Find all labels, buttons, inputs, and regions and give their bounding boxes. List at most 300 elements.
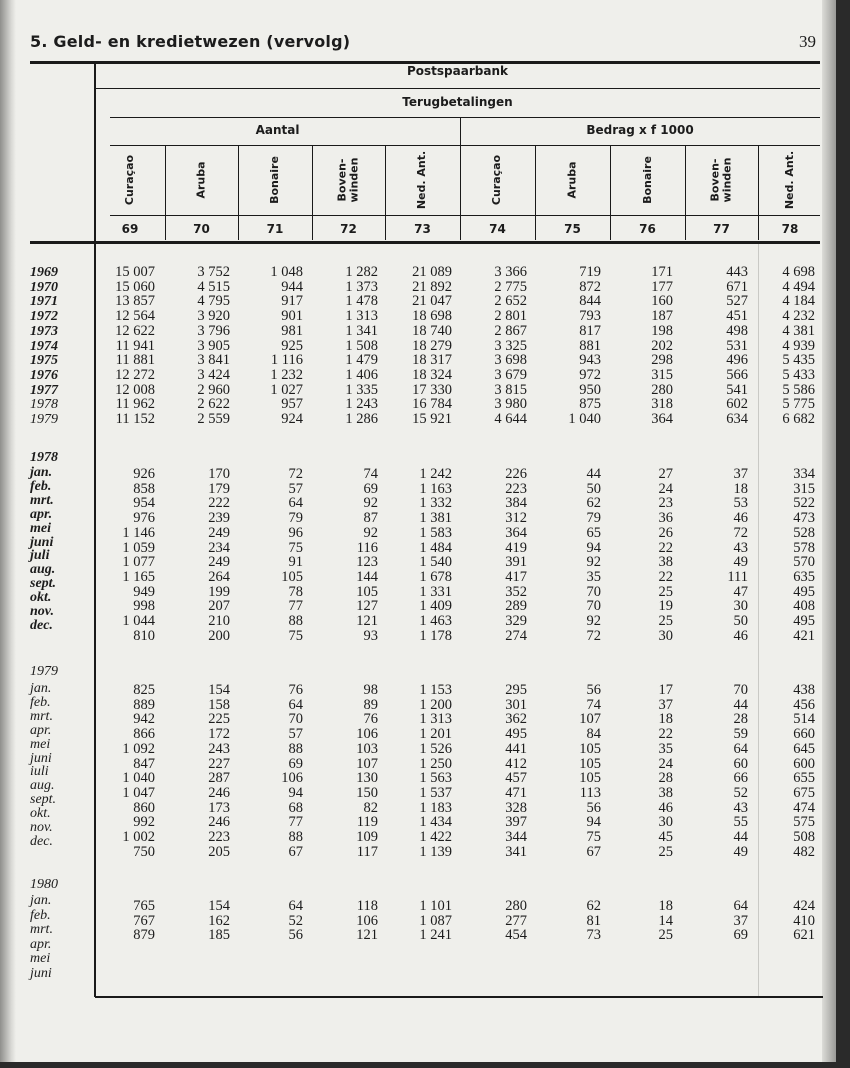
table-cell: 106	[356, 726, 378, 743]
table-cell: 76	[288, 682, 303, 698]
row-label: 1979	[30, 412, 58, 427]
table-cell: 1 241	[419, 927, 452, 944]
table-cell: 57	[288, 480, 303, 497]
table-cell: 362	[505, 711, 527, 728]
row-label: 1977	[30, 382, 58, 398]
table-cell: 1 434	[419, 814, 452, 831]
table-cell: 35	[586, 568, 601, 585]
table-cell: 117	[356, 843, 378, 860]
table-cell: 28	[733, 711, 748, 728]
table-cell: 635	[793, 568, 815, 585]
table-cell: 46	[733, 510, 748, 527]
table-cell: 70	[586, 598, 601, 615]
table-cell: 94	[586, 814, 601, 831]
table-cell: 860	[133, 799, 155, 816]
page-title: 5. Geld- en kredietwezen (vervolg)	[30, 32, 351, 51]
table-cell: 130	[356, 770, 378, 787]
table-cell: 92	[586, 554, 601, 571]
column-number: 76	[639, 222, 656, 236]
table-cell: 872	[579, 278, 601, 295]
table-cell: 72	[733, 524, 748, 541]
table-cell: 4 232	[782, 308, 815, 325]
table-cell: 234	[208, 539, 230, 556]
table-cell: 645	[793, 740, 815, 757]
row-label: 1979	[30, 664, 58, 679]
table-cell: 280	[651, 381, 673, 398]
row-label: juni	[30, 534, 54, 550]
table-cell: 277	[505, 912, 527, 929]
table-cell: 44	[733, 829, 748, 845]
table-cell: 22	[658, 539, 673, 556]
table-cell: 55	[733, 814, 748, 831]
table-cell: 198	[651, 322, 673, 339]
table-cell: 1 479	[345, 352, 378, 369]
table-cell: 70	[733, 682, 748, 698]
table-cell: 154	[208, 682, 230, 698]
table-cell: 158	[208, 696, 230, 713]
table-cell: 25	[658, 843, 673, 860]
table-cell: 879	[133, 927, 155, 944]
table-cell: 329	[505, 613, 527, 629]
table-cell: 116	[356, 539, 378, 556]
table-cell: 23	[658, 495, 673, 512]
table-cell: 72	[586, 627, 601, 644]
table-cell: 1 463	[419, 613, 452, 629]
table-cell: 37	[733, 466, 748, 482]
row-label: jan.	[30, 465, 53, 480]
row-label: 1978	[30, 450, 58, 465]
table-cell: 1 077	[122, 554, 155, 571]
table-cell: 81	[586, 912, 601, 929]
table-cell: 1 059	[122, 539, 155, 556]
table-cell: 1 040	[122, 770, 155, 787]
row-label: mrt.	[30, 708, 53, 724]
column-header	[95, 145, 165, 215]
row-label: mrt.	[30, 492, 54, 508]
table-cell: 18 317	[412, 352, 452, 369]
table-cell: 328	[505, 799, 527, 816]
row-label: juni	[30, 750, 52, 766]
table-cell: 495	[505, 726, 527, 743]
table-cell: 1 200	[419, 696, 452, 713]
table-cell: 37	[733, 912, 748, 929]
column-number: 78	[781, 222, 799, 236]
table-cell: 200	[208, 627, 230, 644]
table-cell: 67	[288, 843, 303, 860]
table-cell: 981	[281, 322, 303, 339]
table-cell: 1 331	[419, 583, 452, 600]
table-cell: 424	[793, 898, 815, 914]
table-cell: 15 921	[412, 411, 452, 427]
table-cell: 660	[793, 726, 815, 743]
table-cell: 72	[288, 466, 303, 482]
table-cell: 1 341	[345, 322, 378, 339]
table-cell: 410	[793, 912, 815, 929]
row-label: 1971	[30, 294, 58, 310]
table-cell: 315	[793, 480, 815, 497]
column-number: 74	[489, 222, 506, 236]
table-cell: 514	[793, 711, 815, 728]
table-cell: 917	[281, 293, 303, 310]
table-cell: 527	[726, 293, 748, 310]
table-cell: 106	[356, 912, 378, 929]
column-number: 71	[266, 222, 284, 236]
table-cell: 109	[356, 829, 378, 845]
table-cell: 1 101	[419, 898, 452, 914]
table-cell: 53	[733, 495, 748, 512]
table-cell: 1 139	[419, 843, 452, 860]
table-cell: 1 027	[270, 381, 303, 398]
table-cell: 1 332	[419, 495, 452, 512]
row-label: jan.	[30, 681, 52, 696]
table-cell: 45	[658, 829, 673, 845]
table-cell: 1 146	[122, 524, 155, 541]
table-cell: 4 939	[782, 337, 815, 354]
row-label: feb.	[30, 907, 51, 923]
table-cell: 528	[793, 524, 815, 541]
row-label: mei	[30, 951, 51, 967]
table-cell: 103	[356, 740, 378, 757]
row-label: 1970	[30, 279, 58, 295]
table-cell: 417	[505, 568, 527, 585]
table-cell: 1 678	[419, 568, 452, 585]
table-cell: 1 537	[419, 784, 452, 801]
table-cell: 172	[208, 726, 230, 743]
table-cell: 408	[793, 598, 815, 615]
column-header-label: Aruba	[194, 161, 208, 199]
table-cell: 456	[793, 696, 815, 713]
table-cell: 179	[208, 480, 230, 497]
table-cell: 1 165	[122, 568, 155, 585]
table-cell: 60	[733, 755, 748, 772]
table-cell: 162	[208, 912, 230, 929]
table-cell: 35	[658, 740, 673, 757]
table-cell: 280	[505, 898, 527, 914]
table-cell: 522	[793, 495, 815, 512]
table-cell: 3 698	[494, 352, 527, 369]
table-cell: 2 559	[197, 411, 230, 427]
table-cell: 150	[356, 784, 378, 801]
table-cell: 942	[133, 711, 155, 728]
table-cell: 344	[505, 829, 527, 845]
column-header	[238, 145, 312, 215]
table-cell: 3 752	[197, 264, 230, 280]
table-cell: 765	[133, 898, 155, 914]
header-bottom-thick-rule	[30, 241, 820, 244]
table-cell: 239	[208, 510, 230, 527]
table-cell: 105	[579, 740, 601, 757]
table-cell: 50	[586, 480, 601, 497]
row-label: sept.	[30, 576, 57, 592]
column-header	[685, 145, 758, 215]
table-cell: 957	[281, 396, 303, 413]
table-cell: 73	[586, 927, 601, 944]
table-cell: 944	[281, 278, 303, 295]
table-cell: 18	[658, 898, 673, 914]
table-cell: 25	[658, 583, 673, 600]
table-cell: 38	[658, 784, 673, 801]
table-cell: 474	[793, 799, 815, 816]
table-cell: 11 152	[115, 411, 155, 427]
table-cell: 5 433	[782, 366, 815, 383]
table-cell: 1 540	[419, 554, 452, 571]
table-cell: 56	[586, 682, 601, 698]
table-cell: 1 243	[345, 396, 378, 413]
table-cell: 318	[651, 396, 673, 413]
table-cell: 19	[658, 598, 673, 615]
section-header-aantal: Aantal	[255, 123, 300, 137]
column-number: 72	[340, 222, 357, 236]
table-cell: 91	[288, 554, 303, 571]
table-cell: 541	[726, 381, 748, 398]
table-cell: 443	[726, 264, 748, 280]
table-cell: 107	[356, 755, 378, 772]
table-cell: 3 815	[494, 381, 527, 398]
table-cell: 207	[208, 598, 230, 615]
row-label: apr.	[30, 506, 53, 522]
table-cell: 46	[658, 799, 673, 816]
table-cell: 1 183	[419, 799, 452, 816]
table-cell: 84	[586, 726, 601, 743]
table-cell: 298	[651, 352, 673, 369]
table-cell: 105	[281, 568, 303, 585]
table-cell: 352	[505, 583, 527, 600]
table-cell: 49	[733, 843, 748, 860]
row-label: 1976	[30, 367, 58, 383]
table-cell: 249	[208, 524, 230, 541]
table-cell: 93	[363, 627, 378, 644]
table-cell: 62	[586, 495, 601, 512]
table-cell: 75	[288, 539, 303, 556]
table-cell: 69	[733, 927, 748, 944]
column-header-label: Aruba	[565, 161, 579, 199]
table-cell: 37	[658, 696, 673, 713]
header-divider-1	[95, 88, 820, 89]
table-cell: 44	[586, 466, 601, 482]
table-cell: 21 047	[412, 293, 452, 310]
table-cell: 950	[579, 381, 601, 398]
table-cell: 113	[579, 784, 601, 801]
table-cell: 454	[505, 927, 527, 944]
table-cell: 210	[208, 613, 230, 629]
table-cell: 675	[793, 784, 815, 801]
row-label: nov.	[30, 604, 54, 619]
table-cell: 185	[208, 927, 230, 944]
row-label: juni	[30, 966, 52, 981]
row-label: apr.	[30, 936, 52, 952]
table-cell: 817	[579, 322, 601, 339]
table-cell: 1 153	[419, 682, 452, 698]
table-cell: 11 941	[115, 337, 155, 354]
table-cell: 844	[579, 293, 601, 310]
table-cell: 226	[505, 466, 527, 482]
table-cell: 26	[658, 524, 673, 541]
table-cell: 177	[651, 278, 673, 295]
table-cell: 75	[586, 829, 601, 845]
table-cell: 118	[356, 898, 378, 914]
table-cell: 111	[727, 568, 748, 585]
table-cell: 199	[208, 583, 230, 600]
column-header-label: Curaçao	[490, 154, 504, 206]
column-header-label: Ned. Ant.	[415, 150, 429, 210]
table-cell: 397	[505, 814, 527, 831]
table-cell: 570	[793, 554, 815, 571]
column-number: 70	[193, 222, 210, 236]
table-cell: 30	[658, 814, 673, 831]
row-label: apr.	[30, 722, 52, 738]
table-cell: 881	[579, 337, 601, 354]
table-cell: 227	[208, 755, 230, 772]
table-cell: 655	[793, 770, 815, 787]
table-cell: 3 796	[197, 322, 230, 339]
table-cell: 123	[356, 554, 378, 571]
table-cell: 56	[288, 927, 303, 944]
table-cell: 495	[793, 613, 815, 629]
table-cell: 1 563	[419, 770, 452, 787]
table-cell: 471	[505, 784, 527, 801]
table-cell: 875	[579, 396, 601, 413]
table-cell: 889	[133, 696, 155, 713]
table-cell: 144	[356, 568, 378, 585]
table-cell: 15 060	[115, 278, 155, 295]
table-cell: 18	[658, 711, 673, 728]
table-cell: 767	[133, 912, 155, 929]
table-cell: 22	[658, 726, 673, 743]
row-label: aug.	[30, 778, 55, 794]
column-number: 75	[564, 222, 581, 236]
table-cell: 531	[726, 337, 748, 354]
table-cell: 65	[586, 524, 601, 541]
row-label: mei	[30, 520, 51, 536]
column-header-label: Curaçao	[122, 154, 136, 206]
table-cell: 69	[288, 755, 303, 772]
table-cell: 901	[281, 308, 303, 325]
row-label: dec.	[30, 833, 53, 849]
table-cell: 225	[208, 711, 230, 728]
table-cell: 1 087	[419, 912, 452, 929]
table-cell: 4 698	[782, 264, 815, 280]
table-cell: 76	[363, 711, 378, 728]
table-cell: 671	[726, 278, 748, 295]
table-cell: 64	[288, 696, 303, 713]
table-cell: 43	[733, 799, 748, 816]
table-cell: 575	[793, 814, 815, 831]
table-cell: 52	[733, 784, 748, 801]
table-cell: 12 622	[115, 322, 155, 339]
table-cell: 49	[733, 554, 748, 571]
table-cell: 87	[363, 510, 378, 527]
table-cell: 2 775	[494, 278, 527, 295]
row-label: 1980	[30, 877, 58, 892]
row-label: juli	[30, 548, 50, 564]
table-cell: 600	[793, 755, 815, 772]
table-cell: 391	[505, 554, 527, 571]
table-cell: 27	[658, 466, 673, 482]
table-cell: 70	[288, 711, 303, 728]
row-label: 1975	[30, 353, 58, 369]
column-header-label: Boven- winden	[708, 157, 734, 203]
table-cell: 4 494	[782, 278, 815, 295]
table-cell: 5 775	[782, 396, 815, 413]
table-cell: 1 002	[122, 829, 155, 845]
table-cell: 77	[288, 598, 303, 615]
table-cell: 1 478	[345, 293, 378, 310]
table-cell: 127	[356, 598, 378, 615]
table-cell: 750	[133, 843, 155, 860]
row-label: mrt.	[30, 922, 53, 938]
row-label: dec.	[30, 617, 53, 633]
table-cell: 312	[505, 510, 527, 527]
table-cell: 64	[288, 495, 303, 512]
table-cell: 69	[363, 480, 378, 497]
column-header	[312, 145, 385, 215]
page-number: 39	[799, 32, 816, 51]
table-cell: 106	[281, 770, 303, 787]
table-cell: 4 644	[494, 411, 527, 427]
table-cell: 92	[586, 613, 601, 629]
column-header-label: Boven- winden	[335, 157, 361, 203]
table-cell: 3 366	[494, 264, 527, 280]
table-cell: 1 047	[122, 784, 155, 801]
table-cell: 18 740	[412, 322, 452, 339]
table-cell: 24	[658, 755, 673, 772]
table-cell: 1 163	[419, 480, 452, 497]
table-cell: 107	[579, 711, 601, 728]
table-cell: 223	[208, 829, 230, 845]
table-cell: 18 698	[412, 308, 452, 325]
table-cell: 56	[586, 799, 601, 816]
table-cell: 364	[651, 411, 673, 427]
table-cell: 1 422	[419, 829, 452, 845]
table-cell: 171	[651, 264, 673, 280]
table-cell: 89	[363, 696, 378, 713]
table-cell: 88	[288, 829, 303, 845]
section-header-bedrag: Bedrag x f 1000	[586, 123, 694, 137]
table-cell: 3 424	[197, 366, 230, 383]
table-cell: 75	[288, 627, 303, 644]
table-cell: 187	[651, 308, 673, 325]
table-cell: 202	[651, 337, 673, 354]
table-cell: 77	[288, 814, 303, 831]
table-cell: 88	[288, 740, 303, 757]
table-cell: 295	[505, 682, 527, 698]
row-label: nov.	[30, 820, 53, 835]
table-cell: 12 008	[115, 381, 155, 398]
table-cell: 205	[208, 843, 230, 860]
table-cell: 18	[733, 480, 748, 497]
table-cell: 79	[586, 510, 601, 527]
table-cell: 3 841	[197, 352, 230, 369]
column-header-label: Ned. Ant.	[783, 150, 796, 210]
table-cell: 866	[133, 726, 155, 743]
table-cell: 11 962	[115, 396, 155, 413]
table-cell: 1 286	[345, 411, 378, 427]
table-cell: 64	[733, 898, 748, 914]
table-cell: 341	[505, 843, 527, 860]
row-label: aug.	[30, 562, 56, 578]
table-cell: 1 040	[568, 411, 601, 427]
table-cell: 1 092	[122, 740, 155, 757]
row-label: sept.	[30, 792, 57, 808]
table-cell: 1 508	[345, 337, 378, 354]
column-header	[610, 145, 685, 215]
table-cell: 441	[505, 740, 527, 757]
row-label: mei	[30, 736, 51, 752]
table-cell: 79	[288, 510, 303, 527]
table-cell: 36	[658, 510, 673, 527]
table-cell: 334	[793, 466, 815, 482]
column-header	[385, 145, 460, 215]
